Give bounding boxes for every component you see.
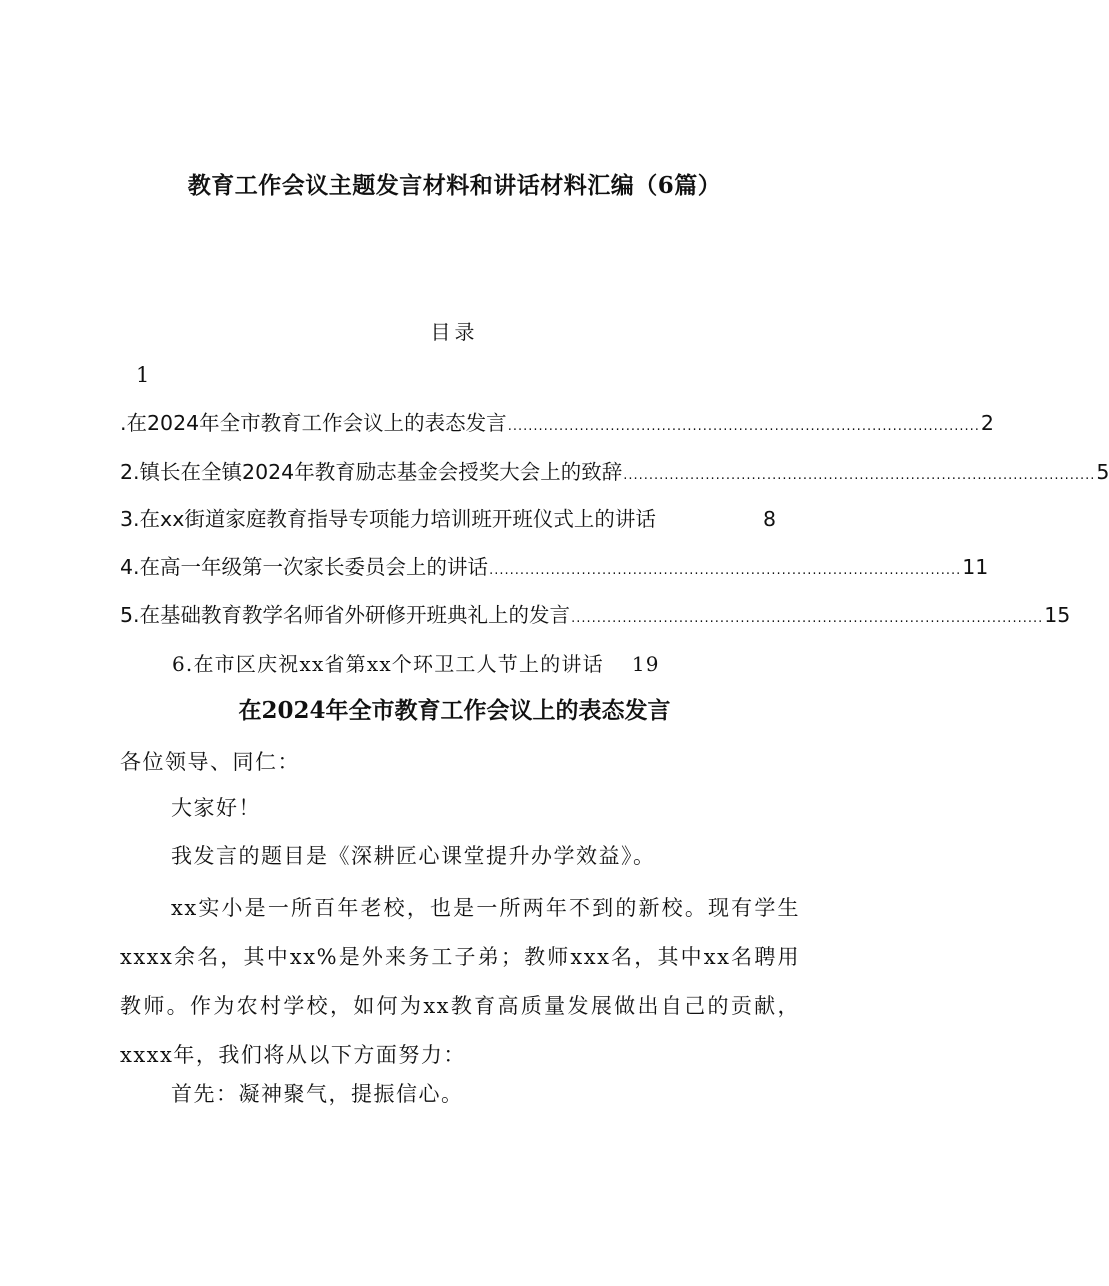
- toc-entry-5[interactable]: [120, 598, 1071, 628]
- toc-entry-page: 19: [631, 652, 660, 676]
- speech-salutation: 各位领导、同仁：: [120, 750, 300, 774]
- toc-entry-3[interactable]: [120, 502, 776, 532]
- toc-entry-text: 5.在基础教育教学名师省外研修开班典礼上的发言: [120, 603, 571, 627]
- toc-entry-text: 2.镇长在全镇2024年教育励志基金会授奖大会上的致辞: [120, 460, 623, 484]
- toc-entry-4[interactable]: [120, 550, 989, 580]
- toc-entry-6[interactable]: [172, 648, 660, 677]
- speech-topic: 我发言的题目是《深耕匠心课堂提升办学效益》。: [171, 844, 656, 868]
- toc-leader-dots: ............................................................................................: [571, 611, 1044, 626]
- toc-entry-page: 2: [980, 411, 994, 435]
- toc-leader-dots: ............................................................................................: [623, 468, 1096, 483]
- toc-leader-dots: ............................................................................................: [489, 563, 962, 578]
- toc-entry-1[interactable]: [120, 406, 994, 436]
- toc-entry-text: .在2024年全市教育工作会议上的表态发言: [120, 411, 507, 435]
- toc-leader-dots: ............................................................................................: [507, 419, 980, 434]
- toc-entry-page: 11: [962, 555, 989, 579]
- toc-entry-page: 8: [762, 507, 776, 531]
- document-title: 教育工作会议主题发言材料和讲话材料汇编（6篇）: [187, 172, 722, 199]
- toc-entry-2[interactable]: [120, 455, 1109, 485]
- toc-first-number: 1: [136, 363, 150, 387]
- toc-entry-text: 6.在市区庆祝xx省第xx个环卫工人节上的讲话: [172, 652, 604, 676]
- speech-title: 在2024年全市教育工作会议上的表态发言: [238, 697, 671, 724]
- toc-entry-page: 5: [1096, 460, 1109, 484]
- speech-first-point: 首先：凝神聚气，提振信心。: [171, 1082, 464, 1106]
- toc-heading: 目录: [430, 320, 479, 344]
- speech-paragraph: xx实小是一所百年老校，也是一所两年不到的新校。现有学生xxxx余名，其中xx%是外来务工子弟；教师xxx名，其中xx名聘用教师。作为农村学校，如何为xx教育高质量发展做出自己的贡献，xxxx年，我们将从以下方面努力：: [120, 896, 800, 1067]
- speech-greeting: 大家好！: [171, 796, 261, 820]
- toc-entry-page: 15: [1044, 603, 1071, 627]
- toc-entry-text: 3.在xx街道家庭教育指导专项能力培训班开班仪式上的讲话: [120, 507, 656, 531]
- toc-entry-text: 4.在高一年级第一次家长委员会上的讲话: [120, 555, 489, 579]
